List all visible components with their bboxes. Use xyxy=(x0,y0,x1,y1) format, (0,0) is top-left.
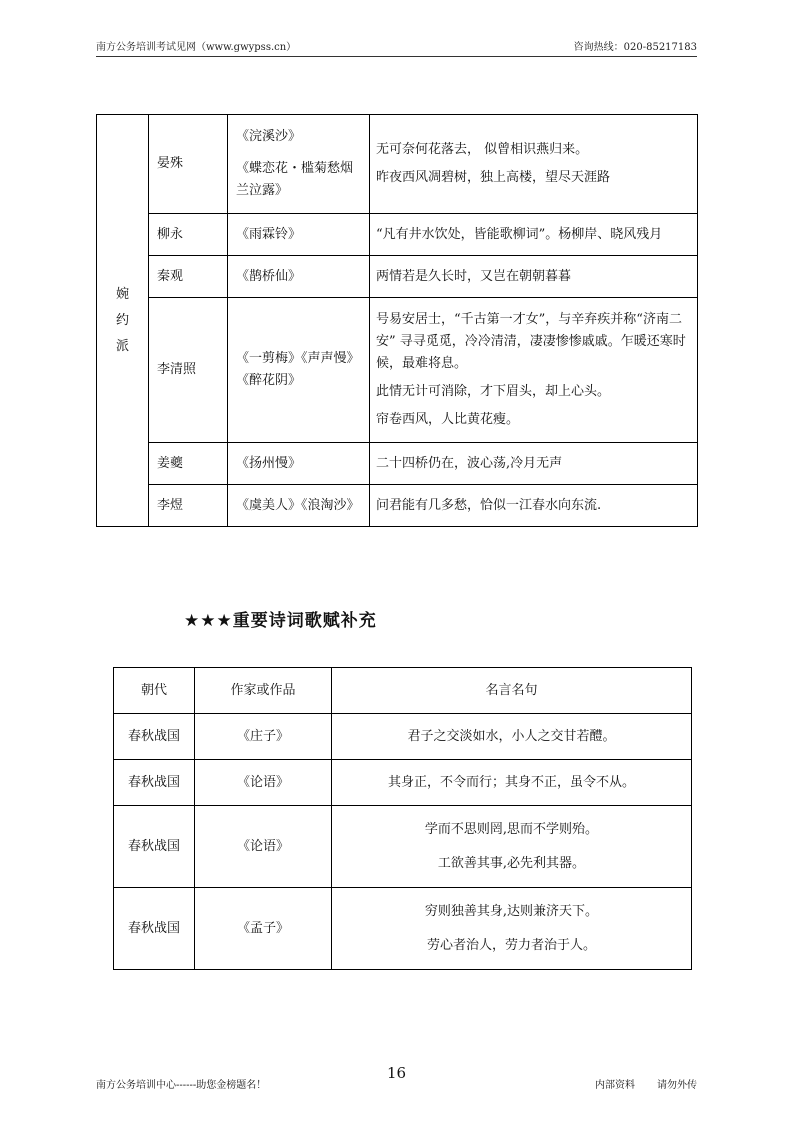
work-cell: 《论语》 xyxy=(195,806,332,888)
quote-cell xyxy=(332,888,692,970)
quote-line: 君子之交淡如水，小人之交甘若醴。 xyxy=(407,728,616,744)
quote-line: 二十四桥仍在，波心荡,冷月无声 xyxy=(376,455,563,471)
quotes-cell xyxy=(370,256,698,298)
quote-line: 两情若是久长时，又岂在朝朝暮暮 xyxy=(376,268,572,284)
works-cell xyxy=(228,256,370,298)
quote-line: 劳心者治人，劳力者治于人。 xyxy=(426,937,596,953)
quote-line: 穷则独善其身,达则兼济天下。 xyxy=(424,903,599,919)
quote-line: 帘卷西风，人比黄花瘦。 xyxy=(376,412,520,427)
school-char: 约 xyxy=(115,312,129,328)
quote-line: 工欲善其事,必先利其器。 xyxy=(437,855,586,871)
author-cell: 晏殊 xyxy=(149,115,228,214)
works-cell xyxy=(228,298,370,443)
dynasty-cell: 春秋战国 xyxy=(114,888,195,970)
work-title: 《鹊桥仙》 xyxy=(236,268,302,284)
table-row xyxy=(114,888,692,970)
quote-line: 无可奈何花落去， 似曾相识燕归来。 xyxy=(376,142,589,157)
column-header-dynasty: 朝代 xyxy=(114,668,195,714)
table-row xyxy=(114,760,692,806)
table-row xyxy=(114,806,692,888)
quote-cell xyxy=(332,714,692,760)
works-cell xyxy=(228,485,370,527)
section-title: ★★★重要诗词歌赋补充 xyxy=(184,611,377,631)
quotes-table xyxy=(113,667,692,970)
page-header xyxy=(96,38,697,56)
quotes-cell xyxy=(370,485,698,527)
author-cell: 李煜 xyxy=(149,485,228,527)
table-row xyxy=(97,256,698,298)
column-header-work: 作家或作品 xyxy=(195,668,332,714)
quotes-cell xyxy=(370,115,698,214)
header-divider xyxy=(96,56,697,57)
header-hotline: 咨询热线：020-85217183 xyxy=(573,42,697,53)
dynasty-cell: 春秋战国 xyxy=(114,714,195,760)
table-row xyxy=(97,443,698,485)
table-row xyxy=(114,714,692,760)
column-header-quote: 名言名句 xyxy=(332,668,692,714)
author-cell: 姜夔 xyxy=(149,443,228,485)
quotes-cell xyxy=(370,214,698,256)
quotes-cell xyxy=(370,298,698,443)
work-title: 《一剪梅》《声声慢》《醉花阴》 xyxy=(236,351,360,388)
quote-line: “凡有井水饮处，皆能歌柳词”。杨柳岸、晓风残月 xyxy=(376,226,663,242)
work-cell: 《庄子》 xyxy=(195,714,332,760)
works-cell xyxy=(228,443,370,485)
quote-line: 昨夜西风凋碧树，独上高楼，望尽天涯路 xyxy=(376,170,611,185)
school-char: 婉 xyxy=(115,286,129,302)
work-cell: 《论语》 xyxy=(195,760,332,806)
table-row xyxy=(97,298,698,443)
quote-cell xyxy=(332,806,692,888)
quote-line: 学而不思则罔,思而不学则殆。 xyxy=(424,821,599,837)
school-char: 派 xyxy=(115,338,129,354)
school-cell xyxy=(97,115,149,527)
header-site: 南方公务培训考试见网（www.gwypss.cn） xyxy=(96,42,297,53)
quote-line: 此情无计可消除，才下眉头，却上心头。 xyxy=(376,384,611,399)
footer-internal: 内部资料 xyxy=(595,1080,635,1091)
quote-line: 号易安居士，“千古第一才女”，与辛弃疾并称“济南二安” 寻寻觅觅，冷冷清清，凄凄惨惨戚戚。乍暖还寒时候，最难将息。 xyxy=(376,312,686,371)
quotes-cell xyxy=(370,443,698,485)
quote-line: 其身正，不令而行；其身不正，虽令不从。 xyxy=(387,774,635,790)
table-header-row xyxy=(114,668,692,714)
table-row xyxy=(97,115,698,214)
footer-notice xyxy=(595,1076,697,1091)
works-cell xyxy=(228,115,370,214)
footer-no-distribution: 请勿外传 xyxy=(657,1080,697,1091)
works-cell xyxy=(228,214,370,256)
table-row xyxy=(97,214,698,256)
author-cell: 柳永 xyxy=(149,214,228,256)
work-title: 《蝶恋花・槛菊愁烟兰泣露》 xyxy=(236,161,354,198)
work-title: 《浣溪沙》 xyxy=(236,129,302,144)
author-cell: 秦观 xyxy=(149,256,228,298)
dynasty-cell: 春秋战国 xyxy=(114,760,195,806)
dynasty-cell: 春秋战国 xyxy=(114,806,195,888)
work-title: 《虞美人》《浪淘沙》 xyxy=(236,497,360,513)
author-cell: 李清照 xyxy=(149,298,228,443)
quote-cell xyxy=(332,760,692,806)
work-title: 《扬州慢》 xyxy=(236,455,302,471)
work-cell: 《孟子》 xyxy=(195,888,332,970)
page-number: 16 xyxy=(386,1064,407,1082)
wanyue-poets-table xyxy=(96,114,698,527)
footer-slogan: 南方公务培训中心------助您金榜题名！ xyxy=(96,1080,267,1091)
work-title: 《雨霖铃》 xyxy=(236,226,302,242)
quote-line: 问君能有几多愁，恰似一江春水向东流. xyxy=(376,497,602,513)
table-row xyxy=(97,485,698,527)
